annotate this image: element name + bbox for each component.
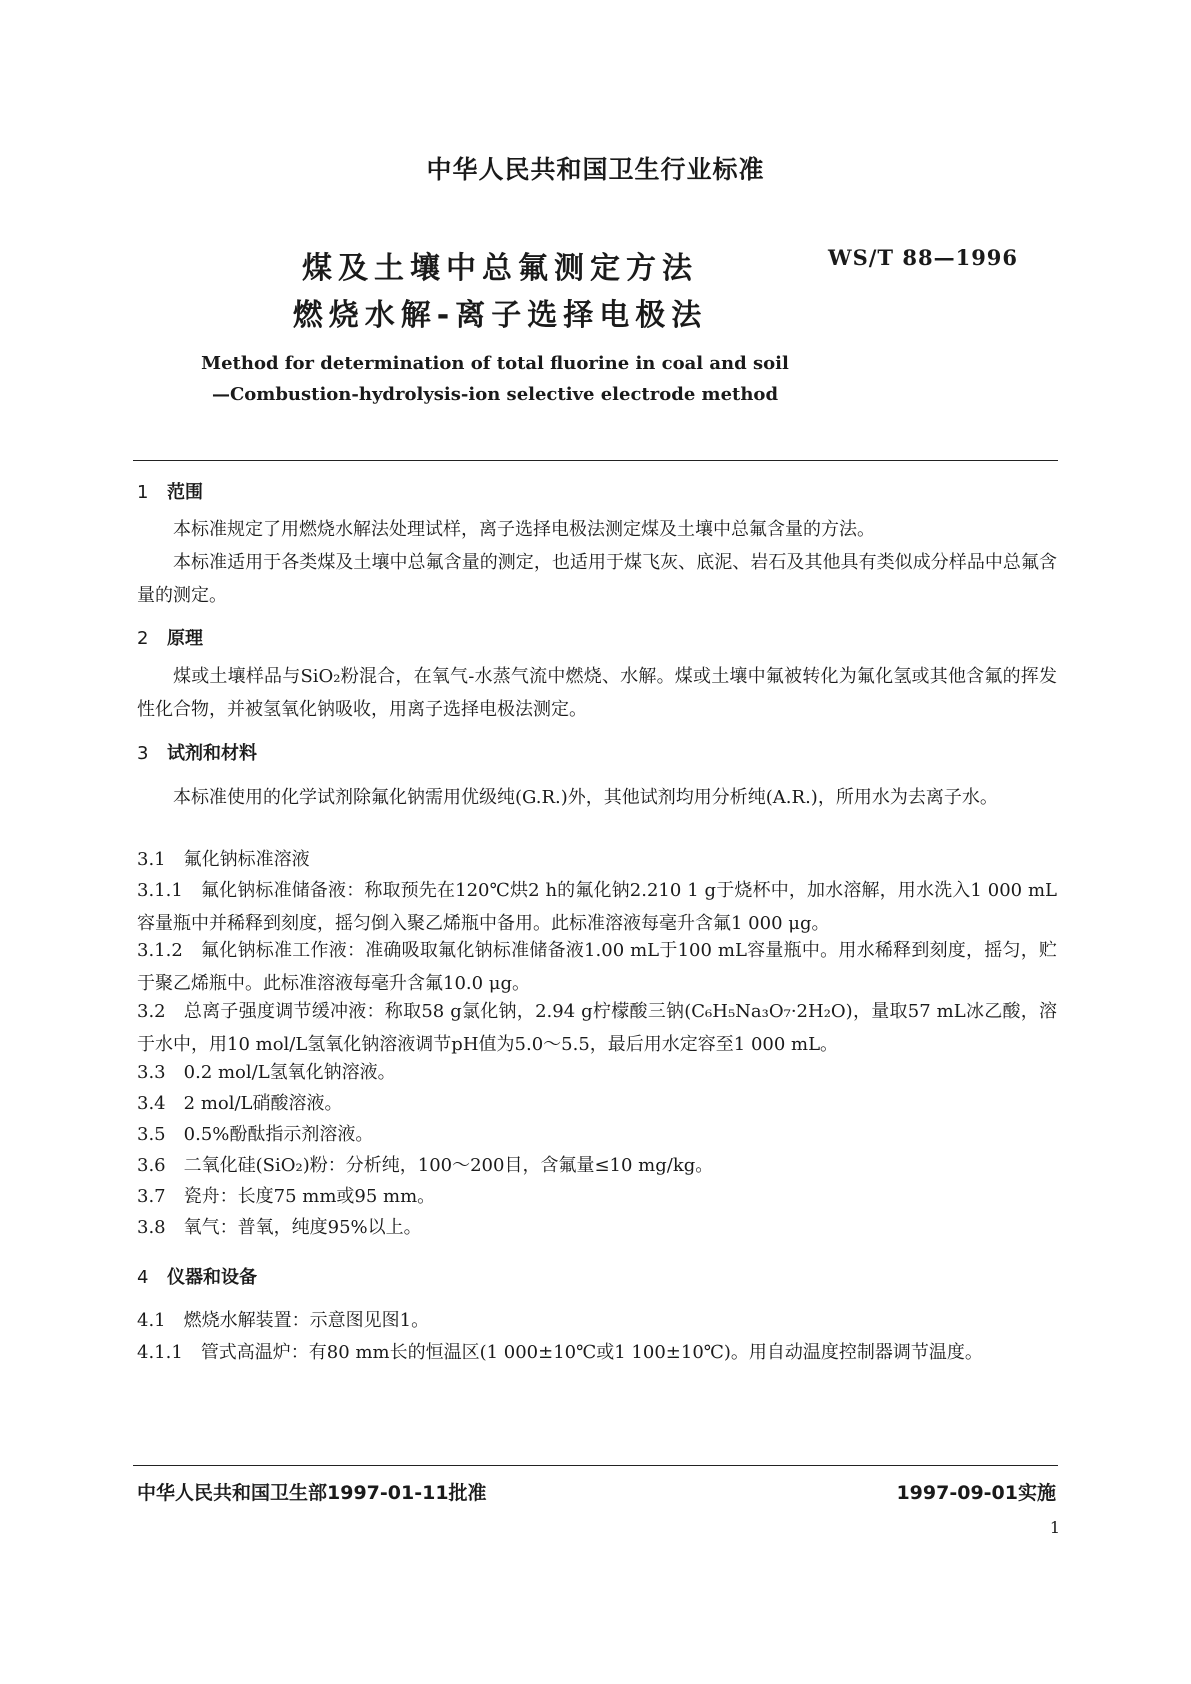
clause-text: 管式高温炉：有80 mm长的恒温区(1 000±10℃或1 100±10℃)。用自动温度控制器调节温度。	[200, 1342, 983, 1363]
footer-divider	[133, 1465, 1058, 1466]
section-2-heading	[137, 624, 203, 650]
clause-number: 3.1	[137, 849, 166, 870]
clause-number: 4.1.1	[137, 1342, 183, 1363]
section-number: 4	[137, 1267, 149, 1288]
clause-text: 0.2 mol/L氢氧化钠溶液。	[183, 1062, 396, 1083]
approval-statement: 中华人民共和国卫生部1997-01-11批准	[137, 1482, 487, 1504]
clause-text: 瓷舟：长度75 mm或95 mm。	[183, 1186, 436, 1207]
standard-category: 中华人民共和国卫生行业标准	[426, 155, 765, 184]
clause-3-7	[137, 1180, 1057, 1213]
clause-3-8	[137, 1211, 1057, 1244]
standard-number: WS/T 88—1996	[828, 245, 1019, 270]
section-4-heading	[137, 1263, 257, 1289]
clause-number: 4.1	[137, 1310, 166, 1331]
section-2-paragraph-1: 煤或土壤样品与SiO₂粉混合，在氧气-水蒸气流中燃烧、水解。煤或土壤中氟被转化为氟化氢或其他含氟的挥发性化合物，并被氢氧化钠吸收，用离子选择电极法测定。	[137, 666, 1057, 720]
clause-text: 二氧化硅(SiO₂)粉：分析纯，100～200目，含氟量≤10 mg/kg。	[183, 1155, 714, 1176]
clause-number: 3.2	[137, 1001, 166, 1022]
section-title: 试剂和材料	[167, 743, 257, 764]
section-title: 范围	[167, 482, 203, 503]
clause-text: 氟化钠标准工作液：准确吸取氟化钠标准储备液1.00 mL于100 mL容量瓶中。用水稀释到刻度，摇匀，贮于聚乙烯瓶中。此标准溶液每毫升含氟10.0 μg。	[137, 940, 1057, 994]
clause-number: 3.4	[137, 1093, 166, 1114]
clause-3-2	[137, 995, 1057, 1061]
clause-text: 0.5%酚酞指示剂溶液。	[183, 1124, 374, 1145]
section-number: 2	[137, 628, 149, 649]
english-title-line2: —Combustion-hydrolysis-ion selective electrode method	[211, 384, 779, 405]
clause-3-1-2	[137, 934, 1057, 1000]
clause-3-3	[137, 1056, 1057, 1089]
clause-3-6	[137, 1149, 1057, 1182]
document-title-line1: 煤及土壤中总氟测定方法	[302, 251, 698, 286]
section-title: 仪器和设备	[167, 1267, 257, 1288]
clause-number: 3.1.2	[137, 940, 183, 961]
clause-number: 3.1.1	[137, 880, 183, 901]
clause-text: 氧气：普氧，纯度95%以上。	[183, 1217, 422, 1238]
section-3-heading	[137, 739, 257, 765]
section-title: 原理	[167, 628, 203, 649]
clause-text: 2 mol/L硝酸溶液。	[183, 1093, 343, 1114]
section-number: 1	[137, 482, 149, 503]
english-title-line1: Method for determination of total fluorine in coal and soil	[201, 353, 789, 374]
header-divider	[133, 460, 1058, 461]
clause-text: 总离子强度调节缓冲液：称取58 g氯化钠，2.94 g柠檬酸三钠(C₆H₅Na₃O₇·2H₂O)，量取57 mL冰乙酸，溶于水中，用10 mol/L氢氧化钠溶液调节pH值为5.0～5.5，最后用水定容至1 000 mL。	[137, 1001, 1057, 1055]
clause-text: 燃烧水解装置：示意图见图1。	[183, 1310, 430, 1331]
clause-text: 氟化钠标准储备液：称取预先在120℃烘2 h的氟化钠2.210 1 g于烧杯中，加水溶解，用水洗入1 000 mL容量瓶中并稀释到刻度，摇匀倒入聚乙烯瓶中备用。此标准溶液每毫升含氟1 000 μg。	[137, 880, 1057, 934]
clause-3-5	[137, 1118, 1057, 1151]
clause-3-1	[137, 843, 1057, 876]
clause-number: 3.6	[137, 1155, 166, 1176]
section-3-paragraph-1: 本标准使用的化学试剂除氟化钠需用优级纯(G.R.)外，其他试剂均用分析纯(A.R.)，所用水为去离子水。	[173, 787, 998, 808]
clause-text: 氟化钠标准溶液	[183, 849, 310, 870]
clause-4-1	[137, 1304, 1057, 1337]
clause-number: 3.7	[137, 1186, 166, 1207]
page-number: 1	[1049, 1518, 1060, 1537]
clause-number: 3.8	[137, 1217, 166, 1238]
clause-3-1-1	[137, 874, 1057, 940]
clause-number: 3.3	[137, 1062, 166, 1083]
section-1-paragraph-1: 本标准规定了用燃烧水解法处理试样，离子选择电极法测定煤及土壤中总氟含量的方法。	[173, 519, 875, 540]
section-1-heading	[137, 478, 203, 504]
section-number: 3	[137, 743, 149, 764]
document-title-line2: 燃烧水解-离子选择电极法	[292, 298, 708, 333]
implementation-date: 1997-09-01实施	[896, 1482, 1056, 1504]
clause-number: 3.5	[137, 1124, 166, 1145]
clause-3-4	[137, 1087, 1057, 1120]
section-1-paragraph-2: 本标准适用于各类煤及土壤中总氟含量的测定，也适用于煤飞灰、底泥、岩石及其他具有类似成分样品中总氟含量的测定。	[137, 552, 1057, 606]
clause-4-1-1	[137, 1336, 1057, 1369]
